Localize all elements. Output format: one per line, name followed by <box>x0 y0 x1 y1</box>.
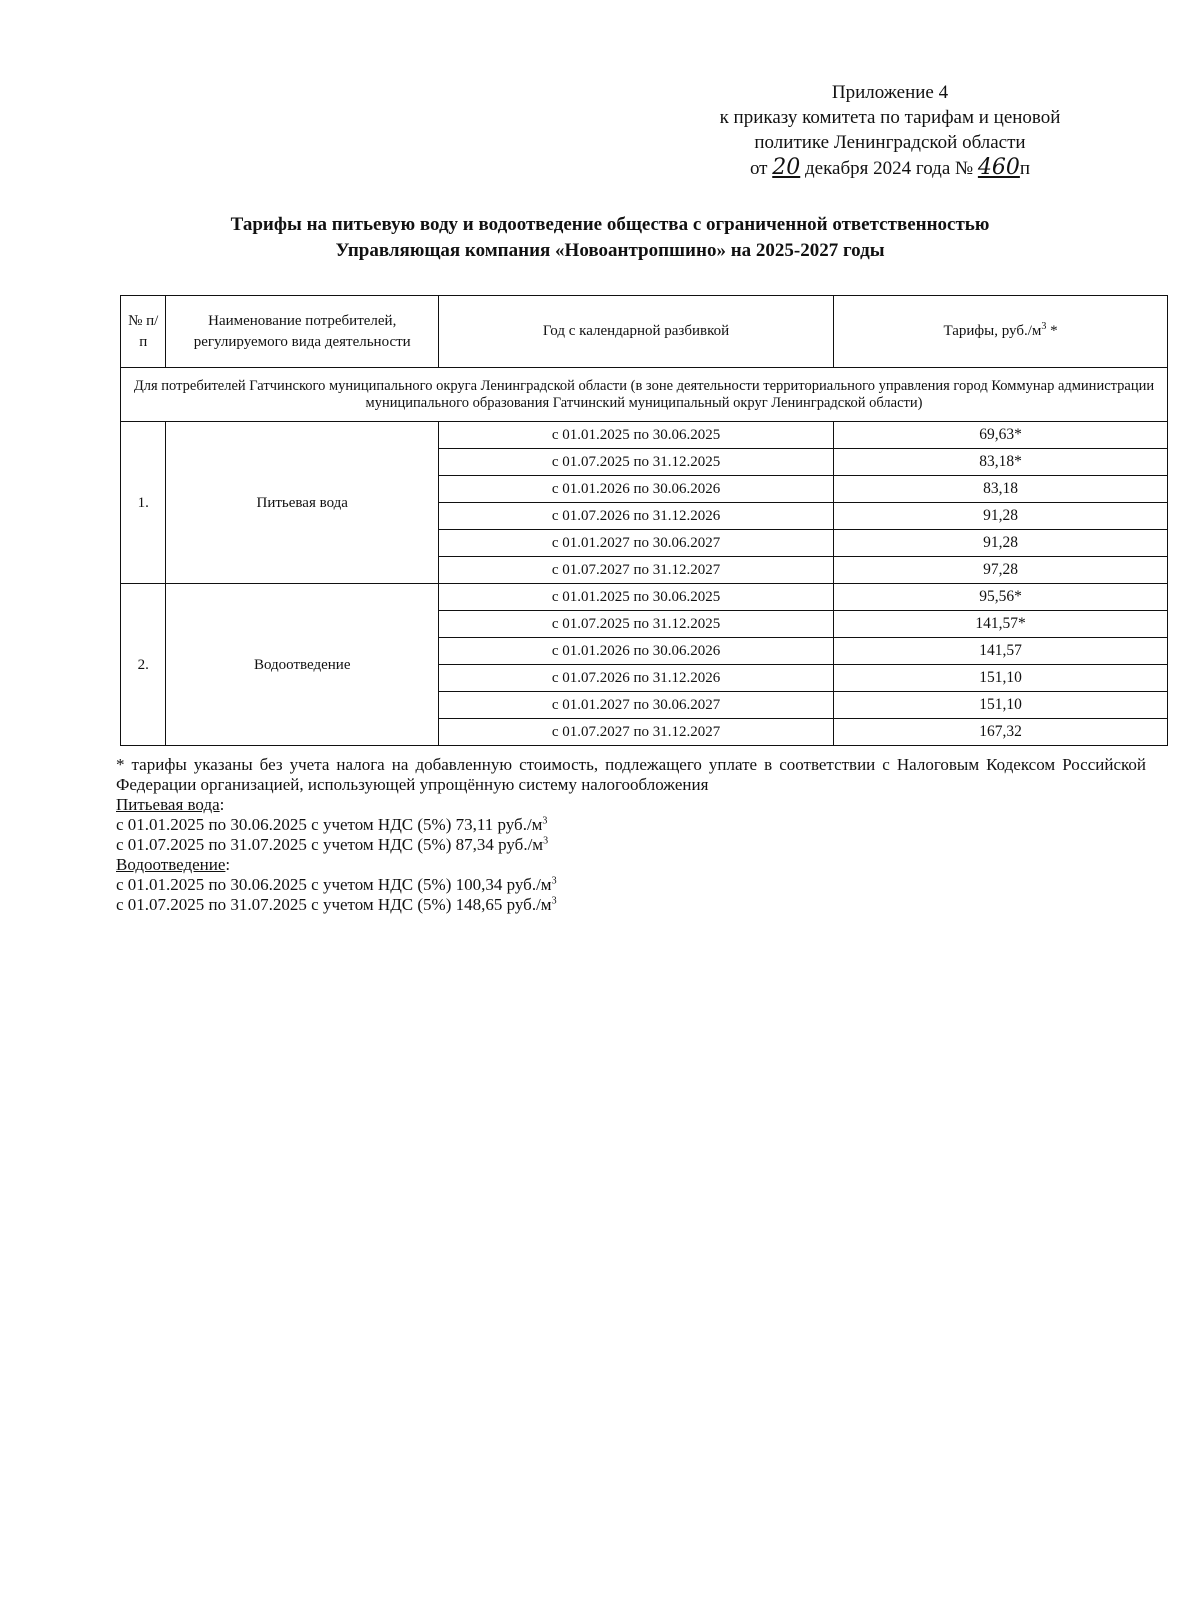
title-line-2: Управляющая компания «Новоантропшино» на 2025-2027 годы <box>335 240 885 261</box>
group-name: Питьевая вода <box>166 422 439 584</box>
tariff-cell: 141,57* <box>834 611 1168 638</box>
region-cell: Для потребителей Гатчинского муниципального округа Ленинградской области (в зоне деятельности территориального управления город Коммунар администрации муниципального образования Гатчинский муниципальный округ Ленинградской области) <box>121 368 1168 422</box>
date-middle: декабря 2024 года № <box>805 158 974 179</box>
period-cell: с 01.07.2026 по 31.12.2026 <box>439 503 834 530</box>
header-num: № п/п <box>121 296 166 368</box>
appendix-header <box>640 80 1140 181</box>
tariff-cell: 151,10 <box>834 665 1168 692</box>
period-cell: с 01.01.2027 по 30.06.2027 <box>439 530 834 557</box>
header-tariff-sup: 3 <box>1041 321 1047 332</box>
water-vat-line <box>116 835 1146 855</box>
sewage-heading-line <box>116 855 1146 875</box>
sewage-heading: Водоотведение <box>116 855 226 874</box>
number-suffix: п <box>1019 158 1031 179</box>
period-cell: с 01.01.2027 по 30.06.2027 <box>439 692 834 719</box>
tariff-cell: 141,57 <box>834 638 1168 665</box>
period-cell: с 01.01.2025 по 30.06.2025 <box>439 584 834 611</box>
group-num: 1. <box>121 422 166 584</box>
period-cell: с 01.07.2027 по 31.12.2027 <box>439 719 834 746</box>
period-cell: с 01.01.2025 по 30.06.2025 <box>439 422 834 449</box>
handwritten-number: 460 <box>977 155 1020 180</box>
sup-3: 3 <box>543 835 549 847</box>
header-tariff-label: Тарифы, руб./м <box>943 323 1042 339</box>
header-name: Наименование потребителей, регулируемого вида деятельности <box>166 296 439 368</box>
appendix-title: Приложение 4 <box>831 82 949 103</box>
tariff-cell: 91,28 <box>834 503 1168 530</box>
sewage-vat-line <box>116 875 1146 895</box>
table-row <box>121 584 1168 611</box>
period-cell: с 01.07.2027 по 31.12.2027 <box>439 557 834 584</box>
sewage-vat-line <box>116 895 1146 915</box>
footnote: * тарифы указаны без учета налога на добавленную стоимость, подлежащего уплате в соответствии с Налоговым Кодексом Российской Федерации организацией, использующей упрощённую систему налогообложения <box>116 755 1146 794</box>
period-cell: с 01.07.2025 по 31.12.2025 <box>439 449 834 476</box>
tariff-cell: 167,32 <box>834 719 1168 746</box>
table-header-row <box>121 296 1168 368</box>
sup-3: 3 <box>542 815 548 827</box>
tariff-cell: 95,56* <box>834 584 1168 611</box>
document-title <box>110 212 1110 264</box>
period-cell: с 01.01.2026 по 30.06.2026 <box>439 476 834 503</box>
period-cell: с 01.01.2026 по 30.06.2026 <box>439 638 834 665</box>
sup-3: 3 <box>551 895 557 907</box>
colon: : <box>219 795 225 814</box>
vat-text: с 01.01.2025 по 30.06.2025 с учетом НДС (5%) 73,11 руб./м <box>116 815 543 834</box>
tariff-cell: 151,10 <box>834 692 1168 719</box>
appendix-date-line <box>640 155 1140 181</box>
appendix-committee-line: политике Ленинградской области <box>754 132 1026 153</box>
table-row <box>121 422 1168 449</box>
tariff-cell: 97,28 <box>834 557 1168 584</box>
tariff-cell: 91,28 <box>834 530 1168 557</box>
header-tariff <box>834 296 1168 368</box>
period-cell: с 01.07.2025 по 31.12.2025 <box>439 611 834 638</box>
date-prefix: от <box>749 158 768 179</box>
header-tariff-mark: * <box>1046 323 1058 339</box>
sup-3: 3 <box>551 875 557 887</box>
colon: : <box>225 855 231 874</box>
handwritten-day: 20 <box>772 155 801 180</box>
water-heading-line <box>116 795 1146 815</box>
tariff-cell: 83,18 <box>834 476 1168 503</box>
tariff-cell: 69,63* <box>834 422 1168 449</box>
group-num: 2. <box>121 584 166 746</box>
water-vat-line <box>116 815 1146 835</box>
water-heading: Питьевая вода <box>116 795 220 814</box>
group-name: Водоотведение <box>166 584 439 746</box>
tariffs-table <box>120 295 1168 746</box>
notes-block <box>116 755 1146 915</box>
tariff-cell: 83,18* <box>834 449 1168 476</box>
vat-text: с 01.07.2025 по 31.07.2025 с учетом НДС (5%) 148,65 руб./м <box>116 895 552 914</box>
vat-text: с 01.07.2025 по 31.07.2025 с учетом НДС (5%) 87,34 руб./м <box>116 835 544 854</box>
vat-text: с 01.01.2025 по 30.06.2025 с учетом НДС (5%) 100,34 руб./м <box>116 875 552 894</box>
title-line-1: Тарифы на питьевую воду и водоотведение общества с ограниченной ответственностью <box>230 214 990 235</box>
region-row <box>121 368 1168 422</box>
period-cell: с 01.07.2026 по 31.12.2026 <box>439 665 834 692</box>
header-period: Год с календарной разбивкой <box>439 296 834 368</box>
appendix-order-line: к приказу комитета по тарифам и ценовой <box>719 107 1061 128</box>
